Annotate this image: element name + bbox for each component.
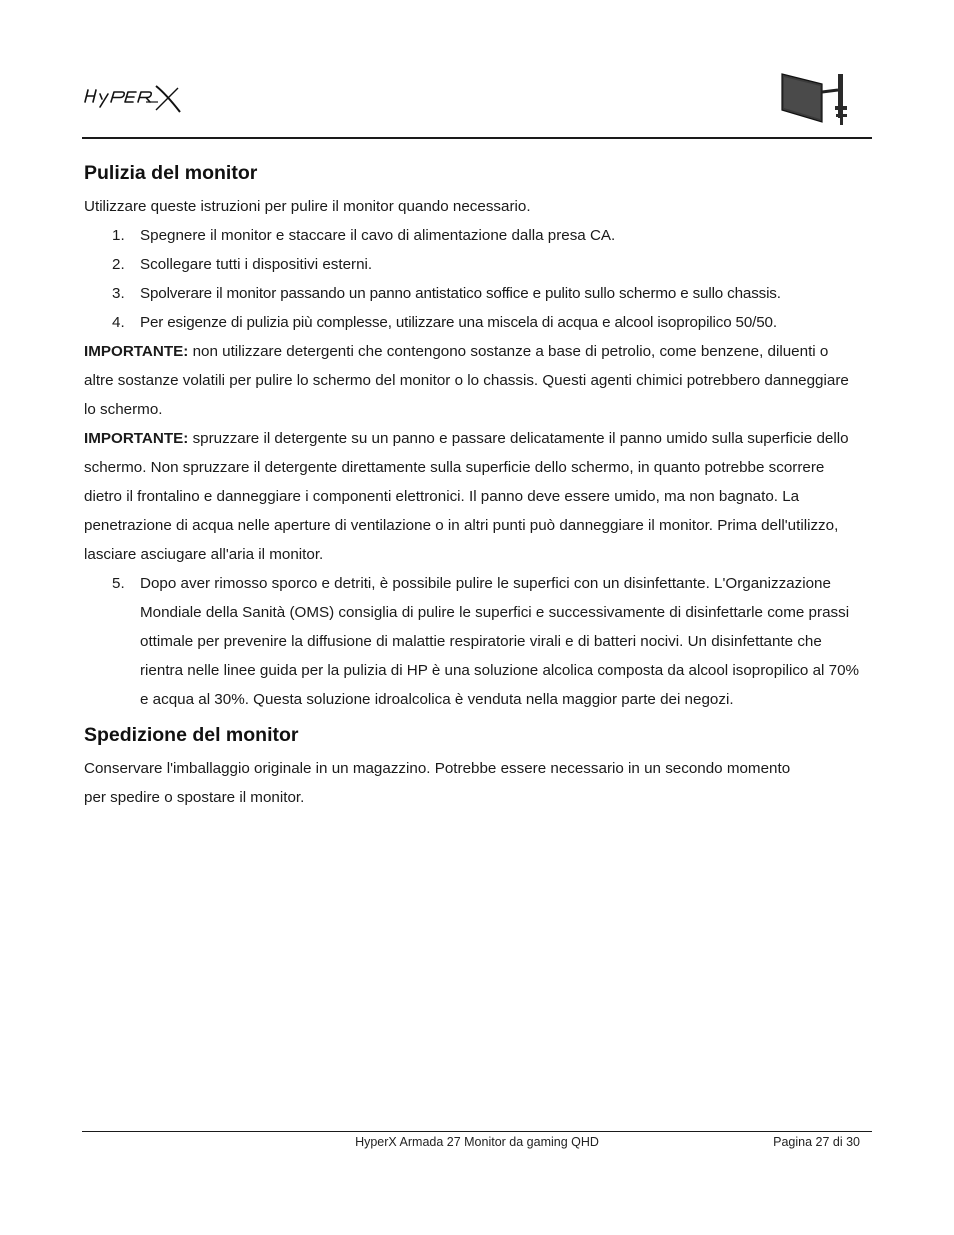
step-number: 3. [112, 285, 125, 302]
list-item [84, 279, 874, 308]
list-item [84, 221, 874, 250]
shipping-text: Conservare l'imballaggio originale in un magazzino. Potrebbe essere necessario in un secondo momento per spedire o spostare il monitor. [84, 760, 791, 806]
cleaning-steps-list [84, 221, 874, 337]
important-text: non utilizzare detergenti che contengono sostanze a base di petrolio, come benzene, diluenti o altre sostanze volatili per pulire lo schermo del monitor o lo chassis. Questi agenti chimici potrebbero danneggiare lo schermo. [84, 343, 849, 418]
footer-divider [82, 1131, 872, 1132]
footer-page-number: Pagina 27 di 30 [773, 1135, 860, 1149]
step-text: Per esigenze di pulizia più complesse, utilizzare una miscela di acqua e alcool isopropilico 50/50. [140, 314, 777, 331]
cleaning-intro: Utilizzare queste istruzioni per pulire il monitor quando necessario. [84, 198, 531, 215]
step-text: Spolverare il monitor passando un panno antistatico soffice e pulito sullo schermo e sullo chassis. [140, 285, 781, 302]
section-heading-shipping: Spedizione del monitor [84, 724, 299, 746]
main-content [84, 158, 874, 812]
important-note-1 [84, 337, 854, 424]
list-item [84, 250, 874, 279]
monitor-arm-icon [780, 70, 854, 126]
important-text: spruzzare il detergente su un panno e passare delicatamente il panno umido sulla superficie dello schermo. Non spruzzare il detergente direttamente sulla superficie dello schermo, in quanto potrebbe scorrere dietro il frontalino e danneggiare i componenti elettronici. Il panno deve essere umido, ma non bagnato. La penetrazione di acqua nelle aperture di ventilazione o in altri punti può danneggiare il monitor. Prima dell'utilizzo, lasciare asciugare all'aria il monitor. [84, 430, 849, 563]
footer-document-title: HyperX Armada 27 Monitor da gaming QHD [355, 1135, 599, 1149]
list-item [84, 308, 874, 337]
cleaning-steps-list-continued [84, 569, 874, 714]
step-number: 4. [112, 314, 125, 331]
important-label: IMPORTANTE: [84, 343, 189, 360]
step-text: Scollegare tutti i dispositivi esterni. [140, 256, 373, 273]
step-number: 2. [112, 256, 125, 273]
important-label: IMPORTANTE: [84, 430, 189, 447]
page-header [82, 60, 872, 140]
step-text: Spegnere il monitor e staccare il cavo di alimentazione dalla presa CA. [140, 227, 616, 244]
section-heading-cleaning: Pulizia del monitor [84, 162, 258, 184]
hyperx-logo [84, 80, 184, 114]
step-text: Dopo aver rimosso sporco e detriti, è possibile pulire le superfici con un disinfettante. L'Organizzazione Mondiale della Sanità (OMS) consiglia di pulire le superfici e successivamente di disinfettarle come prassi ottimale per prevenire la diffusione di malattie respiratorie virali e di batteri nocivi. Un disinfettante che rientra nelle linee guida per la pulizia di HP è una soluzione alcolica composta da alcool isopropilico al 70% e acqua al 30%. Questa soluzione idroalcolica è venduta nella maggior parte dei negozi. [140, 575, 860, 708]
step-number: 5. [112, 575, 125, 592]
list-item [84, 569, 860, 714]
step-number: 1. [112, 227, 125, 244]
header-divider [82, 137, 872, 139]
important-note-2 [84, 424, 854, 569]
